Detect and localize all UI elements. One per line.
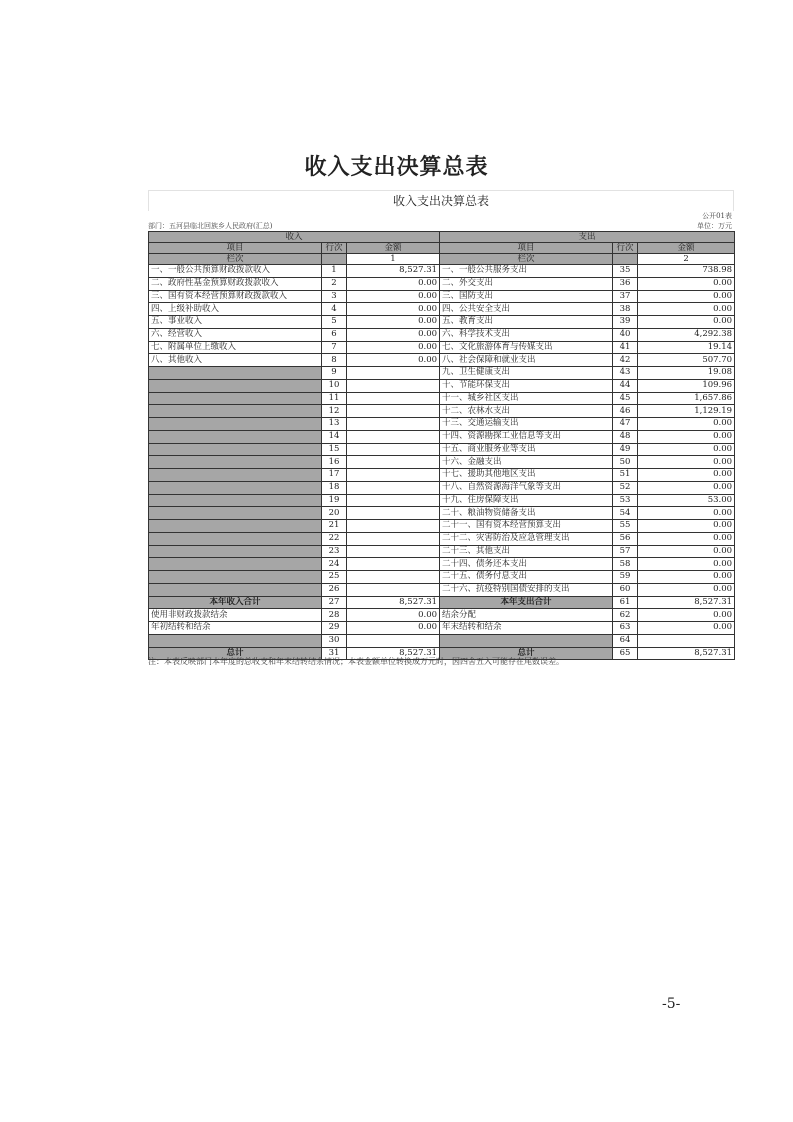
expense-item-cell: 四、公共安全支出: [440, 303, 613, 316]
income-item-cell: 一、一般公共预算财政拨款收入: [149, 265, 322, 278]
form-code-row: [148, 211, 734, 221]
income-item-cell: 使用非财政拨款结余: [149, 609, 322, 622]
income-amount-cell: 0.00: [347, 277, 440, 290]
table-row: [149, 418, 735, 431]
income-rowno-cell: 4: [322, 303, 347, 316]
expense-rowno-cell: 38: [613, 303, 638, 316]
expense-item-cell: 总计: [440, 647, 613, 660]
expense-item-cell: 二十二、灾害防治及应急管理支出: [440, 532, 613, 545]
expense-amount-header: 金额: [638, 243, 735, 254]
form-code: 公开01表: [702, 212, 732, 220]
expense-amount-cell: 0.00: [638, 469, 735, 482]
table-row: [149, 596, 735, 609]
expense-item-header: 项目: [440, 243, 613, 254]
expense-item-cell: 十八、自然资源海洋气象等支出: [440, 481, 613, 494]
income-item-cell: [149, 443, 322, 456]
expense-amount-cell: 8,527.31: [638, 647, 735, 660]
expense-amount-cell: 0.00: [638, 316, 735, 329]
income-item-cell: [149, 532, 322, 545]
expense-amount-cell: 109.96: [638, 379, 735, 392]
expense-amount-cell: 19.14: [638, 341, 735, 354]
expense-item-cell: 年末结转和结余: [440, 622, 613, 635]
income-item-cell: 六、经营收入: [149, 328, 322, 341]
expense-item-cell: 十七、援助其他地区支出: [440, 469, 613, 482]
expense-rowno-cell: 43: [613, 367, 638, 380]
income-item-cell: [149, 558, 322, 571]
table-row: [149, 354, 735, 367]
income-rowno-cell: 6: [322, 328, 347, 341]
income-rowno-cell: 25: [322, 571, 347, 584]
income-amount-cell: [347, 418, 440, 431]
expense-amount-cell: 4,292.38: [638, 328, 735, 341]
income-item-cell: [149, 430, 322, 443]
expense-amount-cell: 507.70: [638, 354, 735, 367]
income-amount-cell: 8,527.31: [347, 647, 440, 660]
income-rowno-cell: 22: [322, 532, 347, 545]
income-rowno-blank: [322, 254, 347, 265]
expense-amount-cell: 1,657.86: [638, 392, 735, 405]
income-amount-cell: 0.00: [347, 341, 440, 354]
expense-header: 支出: [440, 232, 735, 243]
income-rowno-cell: 15: [322, 443, 347, 456]
income-amount-cell: [347, 507, 440, 520]
expense-rowno-cell: 61: [613, 596, 638, 609]
income-rowno-cell: 2: [322, 277, 347, 290]
income-amount-cell: [347, 634, 440, 647]
table-row: [149, 469, 735, 482]
expense-rowno-cell: 65: [613, 647, 638, 660]
expense-item-cell: 结余分配: [440, 609, 613, 622]
spreadsheet: [148, 190, 734, 660]
income-item-cell: 五、事业收入: [149, 316, 322, 329]
expense-rowno-cell: 41: [613, 341, 638, 354]
expense-amount-cell: 0.00: [638, 277, 735, 290]
expense-item-cell: 七、文化旅游体育与传媒支出: [440, 341, 613, 354]
expense-item-cell: 二十一、国有资本经营预算支出: [440, 520, 613, 533]
expense-amount-cell: 0.00: [638, 571, 735, 584]
income-column-label: 栏次: [149, 254, 322, 265]
table-row: [149, 545, 735, 558]
expense-rowno-cell: 42: [613, 354, 638, 367]
income-rowno-cell: 8: [322, 354, 347, 367]
expense-item-cell: 二十四、债务还本支出: [440, 558, 613, 571]
income-rowno-header: 行次: [322, 243, 347, 254]
income-item-header: 项目: [149, 243, 322, 254]
column-index-row: [149, 254, 735, 265]
expense-rowno-cell: 44: [613, 379, 638, 392]
expense-amount-cell: 0.00: [638, 430, 735, 443]
expense-rowno-cell: 53: [613, 494, 638, 507]
expense-amount-cell: 0.00: [638, 520, 735, 533]
income-rowno-cell: 26: [322, 583, 347, 596]
income-item-cell: [149, 469, 322, 482]
expense-item-cell: [440, 634, 613, 647]
expense-rowno-cell: 56: [613, 532, 638, 545]
table-row: [149, 265, 735, 278]
sheet-title: 收入支出决算总表: [148, 190, 734, 211]
income-rowno-cell: 17: [322, 469, 347, 482]
expense-rowno-cell: 45: [613, 392, 638, 405]
page-number: -5-: [662, 996, 681, 1012]
expense-rowno-cell: 54: [613, 507, 638, 520]
table-row: [149, 328, 735, 341]
expense-amount-cell: 0.00: [638, 507, 735, 520]
expense-amount-cell: 0.00: [638, 609, 735, 622]
income-amount-cell: [347, 532, 440, 545]
expense-amount-cell: 0.00: [638, 532, 735, 545]
income-item-cell: [149, 392, 322, 405]
income-amount-cell: [347, 405, 440, 418]
income-rowno-cell: 18: [322, 481, 347, 494]
income-item-cell: 二、政府性基金预算财政拨款收入: [149, 277, 322, 290]
expense-rowno-cell: 39: [613, 316, 638, 329]
expense-item-cell: 三、国防支出: [440, 290, 613, 303]
expense-amount-cell: 0.00: [638, 290, 735, 303]
expense-rowno-cell: 60: [613, 583, 638, 596]
table-row: [149, 634, 735, 647]
expense-amount-cell: 738.98: [638, 265, 735, 278]
income-item-cell: [149, 571, 322, 584]
expense-rowno-cell: 50: [613, 456, 638, 469]
table-row: [149, 456, 735, 469]
income-amount-cell: [347, 392, 440, 405]
expense-rowno-cell: 58: [613, 558, 638, 571]
income-amount-cell: [347, 571, 440, 584]
expense-item-cell: 二十、粮油物资储备支出: [440, 507, 613, 520]
income-rowno-cell: 9: [322, 367, 347, 380]
table-row: [149, 532, 735, 545]
table-row: [149, 622, 735, 635]
expense-amount-cell: 53.00: [638, 494, 735, 507]
income-item-cell: 八、其他收入: [149, 354, 322, 367]
expense-rowno-cell: 35: [613, 265, 638, 278]
income-amount-cell: 0.00: [347, 290, 440, 303]
budget-table: [148, 231, 735, 660]
department-row: [148, 221, 734, 231]
income-item-cell: [149, 507, 322, 520]
income-amount-header: 金额: [347, 243, 440, 254]
income-amount-cell: 0.00: [347, 303, 440, 316]
income-rowno-cell: 7: [322, 341, 347, 354]
income-rowno-cell: 12: [322, 405, 347, 418]
income-rowno-cell: 13: [322, 418, 347, 431]
income-item-cell: 四、上级补助收入: [149, 303, 322, 316]
income-amount-cell: 8,527.31: [347, 596, 440, 609]
income-item-cell: [149, 367, 322, 380]
expense-rowno-cell: 36: [613, 277, 638, 290]
table-row: [149, 277, 735, 290]
income-item-cell: [149, 405, 322, 418]
expense-amount-cell: 0.00: [638, 443, 735, 456]
expense-rowno-header: 行次: [613, 243, 638, 254]
income-rowno-cell: 27: [322, 596, 347, 609]
expense-rowno-cell: 63: [613, 622, 638, 635]
income-rowno-cell: 14: [322, 430, 347, 443]
table-row: [149, 367, 735, 380]
column-header-row: [149, 243, 735, 254]
income-amount-cell: [347, 430, 440, 443]
expense-amount-cell: 0.00: [638, 622, 735, 635]
table-row: [149, 494, 735, 507]
expense-rowno-blank: [613, 254, 638, 265]
income-rowno-cell: 21: [322, 520, 347, 533]
expense-rowno-cell: 51: [613, 469, 638, 482]
table-row: [149, 379, 735, 392]
income-rowno-cell: 23: [322, 545, 347, 558]
income-item-cell: [149, 481, 322, 494]
income-rowno-cell: 10: [322, 379, 347, 392]
table-row: [149, 507, 735, 520]
income-col-index: 1: [347, 254, 440, 265]
expense-amount-cell: 8,527.31: [638, 596, 735, 609]
expense-item-cell: 十、节能环保支出: [440, 379, 613, 392]
income-amount-cell: [347, 469, 440, 482]
expense-rowno-cell: 59: [613, 571, 638, 584]
expense-rowno-cell: 55: [613, 520, 638, 533]
table-row: [149, 392, 735, 405]
expense-item-cell: 一、一般公共服务支出: [440, 265, 613, 278]
income-item-cell: 年初结转和结余: [149, 622, 322, 635]
table-row: [149, 303, 735, 316]
income-rowno-cell: 16: [322, 456, 347, 469]
income-rowno-cell: 28: [322, 609, 347, 622]
income-amount-cell: [347, 443, 440, 456]
income-item-cell: [149, 418, 322, 431]
expense-item-cell: 十五、商业服务业等支出: [440, 443, 613, 456]
expense-rowno-cell: 47: [613, 418, 638, 431]
income-amount-cell: 0.00: [347, 354, 440, 367]
unit-label: 单位：万元: [697, 222, 732, 230]
income-amount-cell: [347, 379, 440, 392]
expense-amount-cell: 0.00: [638, 418, 735, 431]
income-amount-cell: 0.00: [347, 316, 440, 329]
income-item-cell: 七、附属单位上缴收入: [149, 341, 322, 354]
table-row: [149, 405, 735, 418]
expense-rowno-cell: 62: [613, 609, 638, 622]
expense-amount-cell: 0.00: [638, 545, 735, 558]
expense-item-cell: 十九、住房保障支出: [440, 494, 613, 507]
page-title: 收入支出决算总表: [304, 155, 489, 180]
income-item-cell: [149, 583, 322, 596]
table-row: [149, 481, 735, 494]
expense-amount-cell: 0.00: [638, 303, 735, 316]
income-item-cell: 三、国有资本经营预算财政拨款收入: [149, 290, 322, 303]
expense-amount-cell: 19.08: [638, 367, 735, 380]
expense-item-cell: 二十五、债务付息支出: [440, 571, 613, 584]
expense-rowno-cell: 49: [613, 443, 638, 456]
expense-item-cell: 十六、金融支出: [440, 456, 613, 469]
expense-amount-cell: 0.00: [638, 456, 735, 469]
table-row: [149, 443, 735, 456]
expense-item-cell: 十四、资源勘探工业信息等支出: [440, 430, 613, 443]
income-item-cell: [149, 379, 322, 392]
income-amount-cell: [347, 583, 440, 596]
income-amount-cell: [347, 481, 440, 494]
income-amount-cell: [347, 367, 440, 380]
expense-rowno-cell: 46: [613, 405, 638, 418]
table-row: [149, 290, 735, 303]
expense-rowno-cell: 52: [613, 481, 638, 494]
income-item-cell: [149, 520, 322, 533]
income-item-cell: [149, 634, 322, 647]
table-row: [149, 571, 735, 584]
income-rowno-cell: 19: [322, 494, 347, 507]
income-rowno-cell: 30: [322, 634, 347, 647]
income-header: 收入: [149, 232, 440, 243]
income-amount-cell: 8,527.31: [347, 265, 440, 278]
income-amount-cell: [347, 558, 440, 571]
income-rowno-cell: 1: [322, 265, 347, 278]
expense-item-cell: 十三、交通运输支出: [440, 418, 613, 431]
expense-item-cell: 八、社会保障和就业支出: [440, 354, 613, 367]
expense-item-cell: 本年支出合计: [440, 596, 613, 609]
income-amount-cell: [347, 456, 440, 469]
expense-rowno-cell: 40: [613, 328, 638, 341]
expense-amount-cell: 0.00: [638, 481, 735, 494]
expense-item-cell: 二十三、其他支出: [440, 545, 613, 558]
expense-rowno-cell: 48: [613, 430, 638, 443]
income-rowno-cell: 3: [322, 290, 347, 303]
expense-column-label: 栏次: [440, 254, 613, 265]
expense-item-cell: 九、卫生健康支出: [440, 367, 613, 380]
expense-amount-cell: 0.00: [638, 558, 735, 571]
income-item-cell: [149, 545, 322, 558]
department-label: 部门：五河县临北回族乡人民政府(汇总): [148, 222, 273, 230]
table-row: [149, 520, 735, 533]
income-rowno-cell: 24: [322, 558, 347, 571]
income-item-cell: [149, 456, 322, 469]
income-rowno-cell: 5: [322, 316, 347, 329]
expense-item-cell: 六、科学技术支出: [440, 328, 613, 341]
table-row: [149, 609, 735, 622]
income-rowno-cell: 31: [322, 647, 347, 660]
expense-item-cell: 二、外交支出: [440, 277, 613, 290]
expense-rowno-cell: 57: [613, 545, 638, 558]
income-item-cell: 总计: [149, 647, 322, 660]
expense-item-cell: 二十六、抗疫特别国债安排的支出: [440, 583, 613, 596]
income-item-cell: 本年收入合计: [149, 596, 322, 609]
expense-item-cell: 十一、城乡社区支出: [440, 392, 613, 405]
income-rowno-cell: 11: [322, 392, 347, 405]
table-row: [149, 341, 735, 354]
expense-item-cell: 十二、农林水支出: [440, 405, 613, 418]
table-row: [149, 430, 735, 443]
expense-amount-cell: 0.00: [638, 583, 735, 596]
income-amount-cell: [347, 494, 440, 507]
footnote: 注：本表反映部门本年度的总收支和年末结转结余情况；本表金额单位转换成万元时，因四舍五入可能存在尾数误差。: [148, 657, 564, 666]
expense-rowno-cell: 37: [613, 290, 638, 303]
table-row: [149, 583, 735, 596]
income-item-cell: [149, 494, 322, 507]
expense-rowno-cell: 64: [613, 634, 638, 647]
income-rowno-cell: 29: [322, 622, 347, 635]
income-amount-cell: [347, 545, 440, 558]
income-amount-cell: 0.00: [347, 622, 440, 635]
expense-item-cell: 五、教育支出: [440, 316, 613, 329]
table-row: [149, 558, 735, 571]
income-amount-cell: 0.00: [347, 609, 440, 622]
income-amount-cell: [347, 520, 440, 533]
expense-col-index: 2: [638, 254, 735, 265]
section-header-row: [149, 232, 735, 243]
expense-amount-cell: [638, 634, 735, 647]
income-amount-cell: 0.00: [347, 328, 440, 341]
table-row: [149, 316, 735, 329]
income-rowno-cell: 20: [322, 507, 347, 520]
expense-amount-cell: 1,129.19: [638, 405, 735, 418]
